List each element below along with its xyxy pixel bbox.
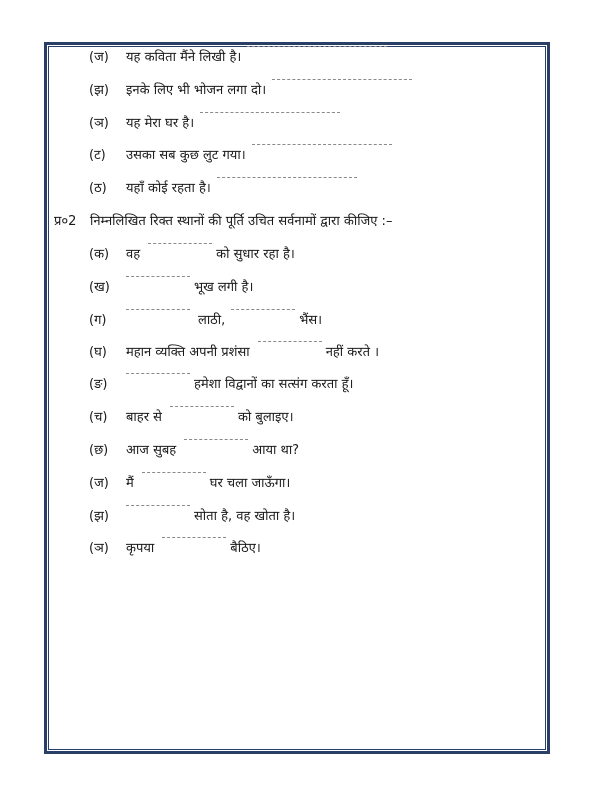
item-text-after: बैठिए। <box>230 541 261 556</box>
answer-blank[interactable] <box>126 373 190 375</box>
answer-blank[interactable] <box>126 276 190 278</box>
item-label: (ज) <box>89 50 109 65</box>
item-label: (झ) <box>89 83 109 98</box>
item-text: इनके लिए भी भोजन लगा दो। <box>126 83 267 98</box>
item-text-before: कृपया <box>126 541 155 556</box>
answer-blank[interactable] <box>162 537 226 539</box>
item-text-before: महान व्यक्ति अपनी प्रशंसा <box>126 345 250 360</box>
item-text-before: बाहर से <box>126 410 162 425</box>
item-label: (ग) <box>89 313 107 328</box>
item-text-wrap <box>126 375 353 395</box>
item-text-before: आज सुबह <box>126 443 177 458</box>
item-text-wrap <box>126 408 294 428</box>
item-text-after: हमेशा विद्वानों का सत्संग करता हूँ। <box>194 377 354 392</box>
item-label: (ञ) <box>89 116 109 131</box>
question-number: प्र०2 <box>54 214 77 229</box>
item-label: (ट) <box>89 148 106 163</box>
item-text-wrap <box>126 441 299 461</box>
item-text-wrap <box>126 245 295 265</box>
item-text-wrap <box>126 48 391 68</box>
item-label: (छ) <box>89 443 109 458</box>
item-text: यह कविता मैंने लिखी है। <box>126 50 242 65</box>
answer-blank[interactable] <box>258 341 322 343</box>
item-label: (घ) <box>89 345 107 360</box>
answer-blank[interactable] <box>200 112 340 114</box>
answer-blank[interactable] <box>217 177 357 179</box>
item-text-wrap <box>126 343 379 363</box>
answer-blank[interactable] <box>247 46 387 48</box>
item-text-wrap <box>126 311 322 331</box>
item-text-after: नहीं करते । <box>325 345 380 360</box>
item-text-after: को सुधार रहा है। <box>216 247 295 262</box>
item-text-middle: लाठी, <box>198 313 226 328</box>
item-text-wrap <box>126 81 416 101</box>
item-text-after: भैंस। <box>299 313 323 328</box>
item-label: (ज) <box>89 476 109 491</box>
item-label: (च) <box>89 410 108 425</box>
item-text-after: घर चला जाऊँगा। <box>209 476 291 491</box>
item-text-wrap <box>126 179 361 199</box>
answer-blank[interactable] <box>231 309 295 311</box>
item-text-wrap <box>126 278 253 298</box>
item-text: उसका सब कुछ लुट गया। <box>126 148 246 163</box>
item-label: (ञ) <box>89 541 109 556</box>
answer-blank[interactable] <box>170 406 234 408</box>
question-instruction: निम्नलिखित रिक्त स्थानों की पूर्ति उचित सर्वनामों द्वारा कीजिए :– <box>90 214 393 229</box>
item-label: (ख) <box>89 280 110 295</box>
item-text-wrap <box>126 146 396 166</box>
item-text-wrap <box>126 474 290 494</box>
question-heading <box>54 212 392 232</box>
item-text-after: भूख लगी है। <box>194 280 254 295</box>
item-text-before: मैं <box>126 476 134 491</box>
answer-blank[interactable] <box>252 144 392 146</box>
item-label: (क) <box>89 247 110 262</box>
item-text-after: को बुलाइए। <box>237 410 294 425</box>
item-text-wrap <box>126 114 344 134</box>
answer-blank[interactable] <box>148 243 212 245</box>
item-text-wrap <box>126 507 295 527</box>
item-text-before: वह <box>126 247 141 262</box>
item-text-after: आया था? <box>252 443 300 458</box>
answer-blank[interactable] <box>142 472 206 474</box>
item-text-after: सोता है, वह खोता है। <box>194 509 296 524</box>
item-text: यहाँ कोई रहता है। <box>126 181 211 196</box>
item-label: (ठ) <box>89 181 107 196</box>
answer-blank[interactable] <box>184 439 248 441</box>
answer-blank[interactable] <box>126 505 190 507</box>
item-label: (झ) <box>89 509 109 524</box>
answer-blank[interactable] <box>272 79 412 81</box>
item-text-wrap <box>126 539 261 559</box>
answer-blank[interactable] <box>126 309 190 311</box>
item-label: (ङ) <box>89 377 108 392</box>
item-text: यह मेरा घर है। <box>126 116 195 131</box>
